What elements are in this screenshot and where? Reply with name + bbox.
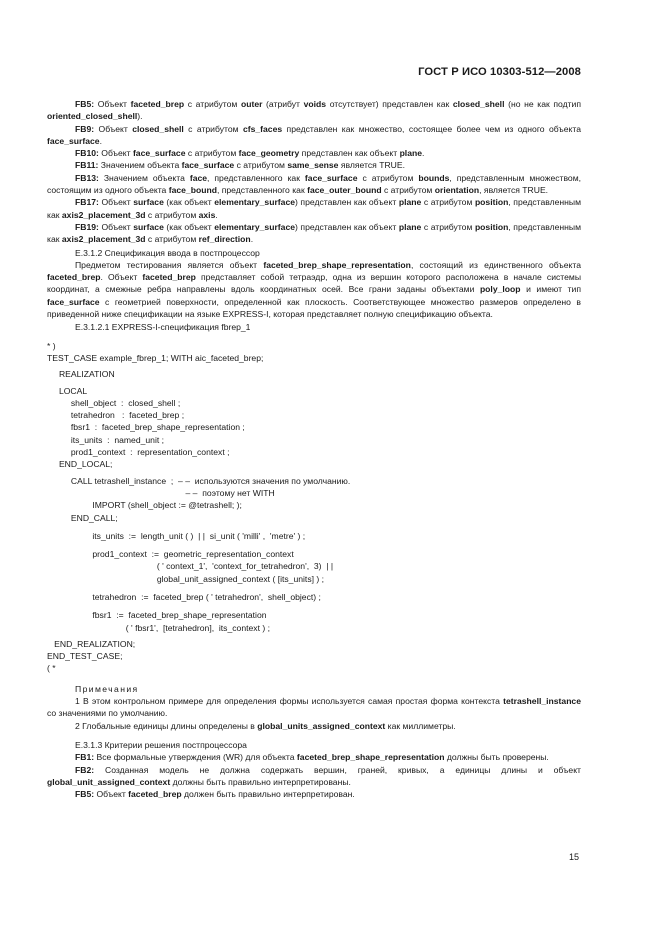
entity-name: face_surface xyxy=(47,296,100,307)
text: . xyxy=(215,209,218,220)
code-line: its_units := length_unit ( ) | | si_unit ( 'milli' , 'metre' ) ; xyxy=(47,530,306,541)
entity-name: axis2_placement_3d xyxy=(61,209,146,220)
text: должен быть правильно интерпретирован. xyxy=(181,789,355,800)
entity-name: faceted_brep xyxy=(47,272,101,283)
text: (но не как подтип xyxy=(504,99,581,109)
text: должны быть проверены. xyxy=(444,752,549,763)
entity-name: surface xyxy=(133,221,164,232)
code-line: END_LOCAL; xyxy=(47,459,113,470)
text: отсутствует) представлен как xyxy=(326,99,453,109)
document-body xyxy=(47,98,581,800)
attribute-name: position xyxy=(474,197,509,208)
code-line: tetrahedron : faceted_brep ; xyxy=(47,410,185,421)
text: с атрибутом xyxy=(421,221,475,232)
paragraph-post-fb5 xyxy=(47,788,581,800)
entity-name: faceted_brep xyxy=(142,272,196,283)
attribute-name: face_geometry xyxy=(238,148,300,159)
entity-name: faceted_brep_shape_representation xyxy=(296,752,445,763)
entity-name: global_units_assigned_context xyxy=(257,720,386,731)
entity-name: plane xyxy=(398,221,422,232)
text: Объект xyxy=(98,221,134,232)
text: Значением объекта xyxy=(98,160,182,171)
req-label: FB17: xyxy=(75,197,99,208)
entity-name: face_surface xyxy=(181,160,235,171)
code-line: global_unit_assigned_context ( [its_units] ) ; xyxy=(47,573,325,584)
text: Созданная модель не должна содержать вершин, граней, кривых, а единицы длины и объект xyxy=(94,764,581,775)
text: , состоящий из единственного объекта xyxy=(410,259,581,270)
text: представлен как объект xyxy=(299,148,400,159)
req-label: FB13: xyxy=(75,172,99,183)
text: с атрибутом xyxy=(145,209,199,220)
text: с атрибутом xyxy=(145,234,199,245)
attribute-name: cfs_faces xyxy=(242,123,283,134)
attribute-name: voids xyxy=(303,99,327,109)
paragraph-fb19 xyxy=(47,221,581,246)
entity-name: face_bound xyxy=(168,185,217,196)
code-line: REALIZATION xyxy=(47,369,115,380)
paragraph-fb11 xyxy=(47,159,581,171)
code-line: shell_object : closed_shell ; xyxy=(47,397,181,408)
req-label: FB11: xyxy=(75,160,99,171)
text: Объект xyxy=(94,99,131,109)
text: . xyxy=(422,148,425,159)
paragraph-fb10 xyxy=(47,147,581,159)
entity-name: elementary_surface xyxy=(214,197,295,208)
text: Объект xyxy=(94,789,129,800)
text: Объект xyxy=(98,148,133,159)
text: Все формальные утверждения (WR) для объекта xyxy=(94,752,297,763)
entity-name: faceted_brep xyxy=(128,789,182,800)
entity-name: axis2_placement_3d xyxy=(61,234,146,245)
text: с геометрией поверхности, определенной как плоскость. Соответствующее множество размеров определено в приведенной ниже спецификации на языке EXPRESS-I, которая представляет полную спецификацию объекта. xyxy=(47,296,581,320)
text: является TRUE. xyxy=(338,160,405,171)
text: Предметом тестирования является объект xyxy=(75,259,264,270)
entity-name: face_surface xyxy=(132,148,186,159)
code-line: END_TEST_CASE; xyxy=(47,651,123,662)
text: (атрибут xyxy=(262,99,304,109)
text: , представленного как xyxy=(207,172,305,183)
express-code-block xyxy=(47,340,581,675)
attribute-name: axis xyxy=(198,209,216,220)
text: (как объект xyxy=(163,197,215,208)
req-label: FB9: xyxy=(75,123,95,134)
note-1 xyxy=(47,695,581,720)
text: с атрибутом xyxy=(183,123,243,134)
entity-name: face_surface xyxy=(304,172,358,183)
entity-name: global_unit_assigned_context xyxy=(47,776,171,787)
text: , представленным как xyxy=(47,221,582,245)
code-line: CALL tetrashell_instance ; – – используются значения по умолчанию. xyxy=(47,475,351,486)
paragraph-post-fb1 xyxy=(47,751,581,763)
text: ). xyxy=(137,111,143,122)
code-line: prod1_context : representation_context ; xyxy=(47,447,230,458)
text: и имеют тип xyxy=(520,284,581,295)
text: 2 Глобальные единицы длины определены в xyxy=(75,720,258,731)
entity-name: elementary_surface xyxy=(214,221,295,232)
paragraph-post-fb2 xyxy=(47,764,581,789)
text: с атрибутом xyxy=(185,148,239,159)
attribute-name: ref_direction xyxy=(198,234,251,245)
entity-name: poly_loop xyxy=(479,284,521,295)
code-line: ( ' context_1', 'context_for_tetrahedron', 3) | | xyxy=(47,561,334,572)
code-line: END_REALIZATION; xyxy=(47,638,136,649)
req-label: FB1: xyxy=(75,752,95,763)
entity-name: plane xyxy=(399,148,423,159)
text: , представленного как xyxy=(216,185,308,196)
text: . xyxy=(250,234,254,245)
text: Объект xyxy=(98,197,134,208)
code-line: ( * xyxy=(47,663,56,674)
text: ) представлен как объект xyxy=(295,197,399,208)
text: , является TRUE. xyxy=(479,185,549,196)
text: как миллиметры. xyxy=(385,720,456,731)
req-label: FB5: xyxy=(75,789,95,800)
text: с атрибутом xyxy=(421,197,475,208)
code-line: TEST_CASE example_fbrep_1; WITH aic_faceted_brep; xyxy=(47,352,264,363)
code-line: tetrahedron := faceted_brep ( ' tetrahedron', shell_object) ; xyxy=(47,591,321,602)
entity-name: surface xyxy=(133,197,164,208)
page-number: 15 xyxy=(568,852,579,862)
text: . Объект xyxy=(100,272,143,283)
entity-name: closed_shell xyxy=(452,99,505,109)
attribute-name: position xyxy=(474,221,509,232)
note-2 xyxy=(47,720,581,732)
code-line: fbsr1 : faceted_brep_shape_representation ; xyxy=(47,422,245,433)
req-label: FB10: xyxy=(75,148,99,159)
text: , представленным как xyxy=(47,197,582,220)
code-line: prod1_context := geometric_representation_context xyxy=(47,549,294,560)
attribute-name: orientation xyxy=(434,185,480,196)
text: с атрибутом xyxy=(357,172,419,183)
req-label: FB5: xyxy=(75,99,95,109)
entity-name: faceted_brep xyxy=(130,99,185,109)
code-line: fbsr1 := faceted_brep_shape_representation xyxy=(47,610,267,621)
entity-name: tetrashell_instance xyxy=(503,696,581,707)
section-heading-e312: E.3.1.2 Спецификация ввода в постпроцессор xyxy=(75,247,260,258)
text: Значением объекта xyxy=(98,172,190,183)
code-line: its_units : named_unit ; xyxy=(47,434,165,445)
entity-name: face xyxy=(189,172,208,183)
text: (как объект xyxy=(163,221,215,232)
text: с атрибутом xyxy=(234,160,288,171)
paragraph-fb9 xyxy=(47,123,581,148)
req-label: FB2: xyxy=(75,764,95,775)
section-heading-e313: E.3.1.3 Критерии решения постпроцессора xyxy=(75,739,247,750)
paragraph-fb5 xyxy=(47,98,581,123)
text: со значениями по умолчанию. xyxy=(47,708,168,719)
text: Объект xyxy=(94,123,133,134)
code-line: IMPORT (shell_object := @tetrashell; ); xyxy=(47,500,242,511)
entity-name: plane xyxy=(398,197,422,208)
code-line: * ) xyxy=(47,340,56,351)
attribute-name: bounds xyxy=(418,172,450,183)
req-label: FB19: xyxy=(75,221,99,232)
paragraph-fb17 xyxy=(47,196,581,221)
code-line: ( ' fbsr1', [tetrahedron], its_context ) ; xyxy=(47,622,270,633)
code-line: END_CALL; xyxy=(47,512,118,523)
attribute-name: same_sense xyxy=(287,160,339,171)
entity-name: face_surface xyxy=(47,135,100,146)
paragraph-fb13 xyxy=(47,172,581,197)
attribute-name: outer xyxy=(240,99,263,109)
entity-name: faceted_brep_shape_representation xyxy=(263,259,411,270)
text: . xyxy=(99,135,102,146)
text: представляет собой тетраэдр, одна из вершин которого расположена в начале системы координат, а смежные ребра направлены вдоль координатных осей. Все грани заданы объектами xyxy=(47,272,582,295)
entity-name: face_outer_bound xyxy=(307,185,382,196)
text: , представленным множеством, состоящим из одного объекта xyxy=(47,172,582,196)
code-line: LOCAL xyxy=(47,385,88,396)
text: с атрибутом xyxy=(184,99,241,109)
section-heading-e3121: E.3.1.2.1 EXPRESS-I-спецификация fbrep_1 xyxy=(75,322,251,333)
entity-name: closed_shell xyxy=(132,123,184,134)
text: 1 В этом контрольном примере для определения формы используется самая простая форма контекста xyxy=(75,696,504,707)
text: должны быть правильно интерпретированы. xyxy=(170,776,351,787)
entity-name: oriented_closed_shell xyxy=(47,111,138,122)
document-code-header: ГОСТ Р ИСО 10303-512—2008 xyxy=(418,66,581,78)
paragraph-input-spec xyxy=(47,259,581,320)
text: ) представлен как объект xyxy=(295,221,399,232)
text: с атрибутом xyxy=(381,185,435,196)
notes-title: Примечания xyxy=(75,683,139,694)
code-line: – – поэтому нет WITH xyxy=(47,487,275,498)
text: представлен как множество, состоящее более чем из одного объекта xyxy=(282,123,581,134)
